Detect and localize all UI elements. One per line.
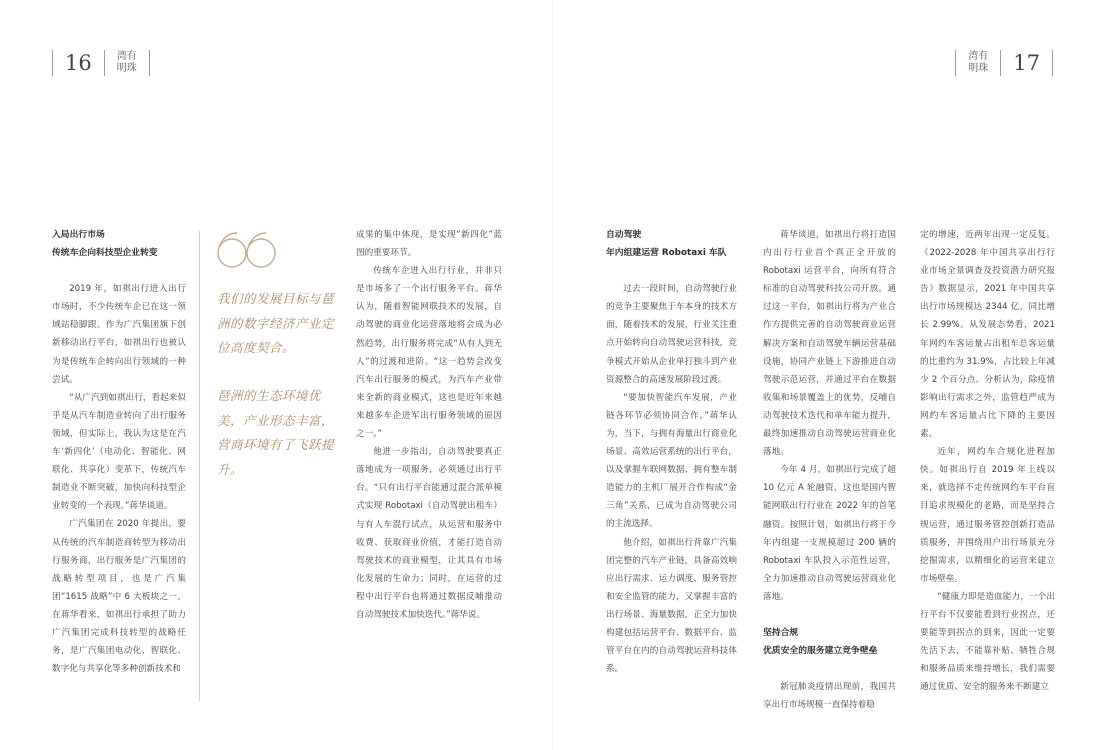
- section-brand: [105, 51, 149, 75]
- pull-quote: [199, 231, 341, 701]
- quote-text: 琶洲的生态环境优美，产业形态丰富，营商环境有了飞跃提升。: [217, 388, 335, 477]
- paragraph: 蒋华谈道，如祺出行将打造国内出行行业首个真正全开放的 Robotaxi 运营平台，向所有符合标准的自动驾驶科技公司开放。通过这一平台，如祺出行将为产业合作方提供完善的自动驾驶商业运营解决方案和自动驾驶车辆运营基础设施，协同产业链上下游推进自动驾驶示范运营，并通过平台在数据收集和场景覆盖上的优势，反哺自动驾驶技术迭代和单车能力提升，最终加速推动自动驾驶运营商业化落地。: [763, 230, 896, 458]
- paragraph: 近年，网约车合规化进程加快。如祺出行自 2019 年上线以来，就选择不走传统网约车平台盲目追求规模化的老路，而是坚持合规运营，通过服务管控创新打造品质服务，并围绕用户出行场景充分挖掘需求，以精细化的运营来建立市场壁垒。: [920, 447, 1055, 584]
- section-heading: 自动驾驶: [606, 230, 642, 240]
- left-page-number: 16: [65, 51, 92, 75]
- paragraph: “要加快智能汽车发展，产业链各环节必须协同合作。”蒋华认为，当下，与拥有海量出行商业化场景、高效运营系统的出行平台，以及掌握车联网数据、拥有整车制造能力的主机厂展开合作构成“金三角”关系，已成为自动驾驶公司的主流选择。: [606, 392, 737, 530]
- paragraph: “健康力即是造血能力，一个出行平台不仅要能看到行业拐点，还要能等到拐点的到来，因此一定要先活下去，不能靠补贴、牺牲合规和服务品质来维持增长，我们需要通过优质、安全的服务来不断建立: [920, 591, 1055, 693]
- right-page-header: [955, 50, 1053, 76]
- paragraph: 定的增速，近两年出现一定反复。《2022-2028 年中国共享出行行业市场全景调查及投资潜力研究报告》数据显示，2021 年中国共享出行市场规模达 2344 亿，同比增长 2.99%。从发展态势看，2021 年网约车客运量占出租车总客运量的比重约为 31.9%，占比较上年减少 2 个百分点。分析认为，除疫情影响出行需求之外，监管趋严成为网约车客运量占比下降的主要因素。: [920, 230, 1055, 440]
- section-heading: 坚持合规: [763, 627, 799, 638]
- right-page-number: 17: [1013, 51, 1040, 75]
- quote-text: 我们的发展目标与琶洲的数字经济产业定位高度契合。: [217, 291, 335, 355]
- paragraph: 今年 4 月，如祺出行完成了超 10 亿元 A 轮融资，这也是国内智能网联出行行业在 2022 年的首笔融资。按照计划，如祺出行将于今年内组建一支规模超过 200 辆的 Robotaxi 车队投入示范性运营，全力加速推动自动驾驶运营商业化落地。: [763, 465, 896, 602]
- section-brand-line1: 湾有: [968, 51, 989, 62]
- section-heading: 入局出行市场: [52, 230, 105, 240]
- quote-rule: [199, 231, 200, 701]
- section-subheading: 优质安全的服务建立竞争壁垒: [763, 646, 878, 657]
- page-gutter: [552, 0, 553, 750]
- article-column-4: [606, 226, 737, 678]
- paragraph: 过去一段时间，自动驾驶行业的竞争主要聚焦于车本身的技术方面，随着技术的发展，行业关注重点开始转向自动驾驶运营科技，竞争模式开始从企业单打独斗到产业资源整合的高速发展阶段过渡。: [606, 284, 737, 385]
- section-brand-line1: 湾有: [116, 51, 137, 62]
- quote-mark-icon: [217, 231, 277, 271]
- section-brand-line2: 明珠: [116, 63, 137, 74]
- left-page-header: [52, 50, 150, 76]
- paragraph: 成果的集中体现，是实现“新四化”蓝图的重要环节。: [356, 230, 502, 259]
- section-brand-line2: 明珠: [968, 63, 989, 74]
- paragraph: 2019 年，如祺出行进入出行市场时，不少传统车企已在这一领域站稳脚跟。作为广汽集团旗下创新移动出行平台，如祺出行也被认为是传统车企转向出行领域的一种尝试。: [52, 284, 186, 385]
- paragraph: 他介绍，如祺出行背靠广汽集团完整的汽车产业链，具备高效响应出行需求、运力调度、服务管控和安全监管的能力，又掌握丰富的出行场景、海量数据，正全力加快构建包括运营平台、数据平台、监管平台在内的自动驾驶运营科技体系。: [606, 537, 737, 675]
- article-column-1: [52, 226, 186, 678]
- section-subheading: 传统车企向科技型企业转变: [52, 248, 158, 259]
- paragraph: 广汽集团在 2020 年提出，要从传统的汽车制造商转型为移动出行服务商，出行服务是广汽集团的战略转型项目，也是广汽集团“1615 战略”中 6 大板块之一。在蒋华看来，如祺出行承担了助力广汽集团完成科技转型的战略任务，是广汽集团电动化、智联化、数字化与共享化等多种创新技术和: [52, 519, 186, 675]
- article-column-6: [920, 226, 1055, 696]
- article-column-5: [763, 226, 896, 714]
- paragraph: “从广汽到如祺出行，看起来似乎是从汽车制造业转向了出行服务领域，但实际上，我认为这是在汽车‘新四化’（电动化、智能化、网联化、共享化）变革下，传统汽车制造业不断突破，加快向科技型企业转变的一个表现。”蒋华谈道。: [52, 392, 186, 512]
- paragraph: 新冠肺炎疫情出现前，我国共享出行市场规模一直保持着稳: [763, 682, 896, 711]
- article-column-3: [356, 226, 502, 624]
- section-brand: [956, 51, 1000, 75]
- header-divider: [149, 50, 150, 76]
- section-subheading: 年内组建运营 Robotaxi 车队: [606, 248, 727, 259]
- header-divider: [1052, 50, 1053, 76]
- paragraph: 传统车企进入出行行业，并非只是市场多了一个出行服务平台。蒋华认为，随着智能网联技术的发展，自动驾驶的商业化运营落地将会成为必然趋势，出行服务将完成“从有人到无人”的过渡和进阶。“这一趋势会改变汽车出行服务的模式，为汽车产业带来全新的商业模式，这也是近年来越来越多车企进军出行服务领域的原因之一。”: [356, 266, 502, 440]
- paragraph: 他进一步指出，自动驾驶要真正落地成为一项服务，必须通过出行平台。“只有出行平台能通过混合派单模式实现 Robotaxi（自动驾驶出租车）与有人车混行试点，从运营和服务中收费、获取商业价值，才能打造自动驾驶技术的商业模型，让其具有市场化发展的生命力；同时，在运营的过程中出行平台也将通过数据反哺推动自动驾驶技术加快迭代。”蒋华说。: [356, 447, 502, 620]
